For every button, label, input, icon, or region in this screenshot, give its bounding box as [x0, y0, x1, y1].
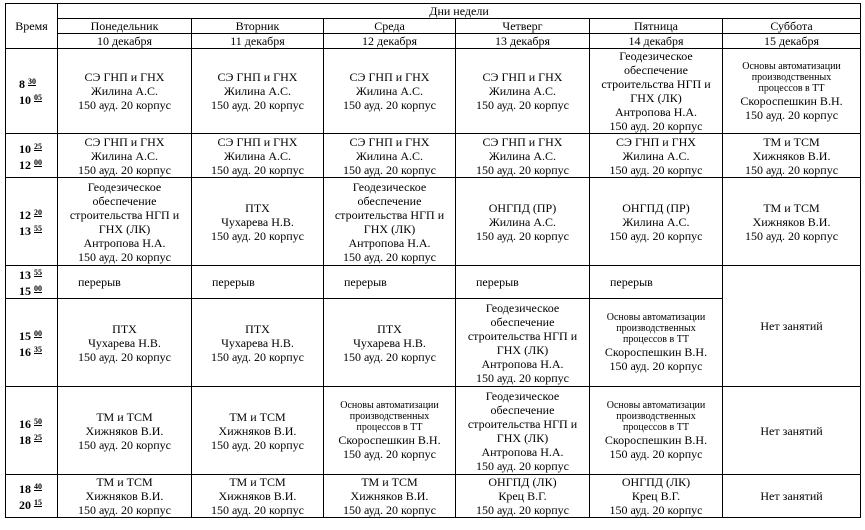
time-minutes: 25: [34, 432, 42, 442]
dates-row: [6, 34, 861, 49]
break-cell: перерыв: [324, 266, 456, 299]
day-names-row: [6, 19, 861, 34]
day-date: 10 декабря: [58, 34, 192, 49]
class-cell: ОНГПД (ЛК) Крец В.Г. 150 ауд. 20 корпус: [456, 475, 590, 518]
class-cell: Геодезическое обеспечение строительства НГП и ГНХ (ЛК) Антропова Н.А. 150 ауд. 20 корпус: [590, 49, 723, 134]
day-date: 15 декабря: [723, 34, 861, 49]
time-hour: 18: [19, 432, 31, 447]
class-cell: Основы автоматизации производственных процессов в ТТ Скороспешкин В.Н. 150 ауд. 20 корпус: [590, 387, 723, 475]
class-cell: СЭ ГНП и ГНХ Жилина А.С. 150 ауд. 20 корпус: [58, 134, 192, 178]
break-cell: перерыв: [456, 266, 590, 299]
class-cell: СЭ ГНП и ГНХ Жилина А.С. 150 ауд. 20 корпус: [324, 49, 456, 134]
class-cell: ПТХ Чухарева Н.В. 150 ауд. 20 корпус: [324, 299, 456, 387]
class-cell: Основы автоматизации производственных процессов в ТТ Скороспешкин В.Н. 150 ауд. 20 корпус: [324, 387, 456, 475]
break-cell: перерыв: [192, 266, 324, 299]
time-hour: 12: [19, 157, 31, 172]
class-cell: ТМ и ТСМ Хижняков В.И. 150 ауд. 20 корпус: [192, 475, 324, 518]
day-name: Суббота: [723, 19, 861, 34]
table-row: [6, 134, 861, 178]
time-minutes: 55: [34, 223, 42, 233]
class-cell: СЭ ГНП и ГНХ Жилина А.С. 150 ауд. 20 корпус: [192, 49, 324, 134]
class-cell: Геодезическое обеспечение строительства НГП и ГНХ (ЛК) Антропова Н.А. 150 ауд. 20 корпус: [324, 178, 456, 266]
class-cell: ПТХ Чухарева Н.В. 150 ауд. 20 корпус: [58, 299, 192, 387]
time-hour: 15: [19, 328, 31, 343]
class-cell: Геодезическое обеспечение строительства НГП и ГНХ (ЛК) Антропова Н.А. 150 ауд. 20 корпус: [456, 387, 590, 475]
day-name: Вторник: [192, 19, 324, 34]
day-date: 14 декабря: [590, 34, 723, 49]
class-cell: СЭ ГНП и ГНХ Жилина А.С. 150 ауд. 20 корпус: [58, 49, 192, 134]
class-cell: Основы автоматизации производственных процессов в ТТ Скороспешкин В.Н. 150 ауд. 20 корпус: [723, 49, 861, 134]
time-minutes: 40: [34, 482, 42, 491]
break-cell: перерыв: [58, 266, 192, 299]
day-date: 12 декабря: [324, 34, 456, 49]
class-cell: ТМ и ТСМ Хижняков В.И. 150 ауд. 20 корпус: [58, 475, 192, 518]
time-minutes: 25: [34, 141, 42, 151]
schedule-table: [5, 3, 861, 518]
table-row: [6, 178, 861, 266]
class-cell: ОНГПД (ПР) Жилина А.С. 150 ауд. 20 корпус: [590, 178, 723, 266]
time-hour: 13: [19, 268, 31, 282]
time-minutes: 00: [34, 157, 42, 167]
time-hour: 13: [19, 223, 31, 238]
class-cell: СЭ ГНП и ГНХ Жилина А.С. 150 ауд. 20 корпус: [324, 134, 456, 178]
time-hour: 16: [19, 344, 31, 359]
class-cell: ОНГПД (ЛК) Крец В.Г. 150 ауд. 20 корпус: [590, 475, 723, 518]
class-cell: Нет занятий: [723, 475, 861, 518]
time-slot: [6, 299, 58, 387]
days-of-week-header: Дни недели: [58, 4, 861, 19]
day-date: 11 декабря: [192, 34, 324, 49]
time-minutes: 00: [34, 284, 42, 293]
day-name: Среда: [324, 19, 456, 34]
table-row: [6, 475, 861, 518]
time-slot: [6, 266, 58, 299]
time-slot: [6, 178, 58, 266]
time-hour: 8: [19, 77, 25, 91]
table-row: [6, 49, 861, 134]
time-minutes: 15: [34, 498, 42, 507]
time-minutes: 35: [34, 344, 42, 354]
time-hour: 18: [19, 482, 31, 496]
day-date: 13 декабря: [456, 34, 590, 49]
time-hour: 16: [19, 416, 31, 431]
time-slot: [6, 134, 58, 178]
class-cell: СЭ ГНП и ГНХ Жилина А.С. 150 ауд. 20 корпус: [590, 134, 723, 178]
class-cell: ТМ и ТСМ Хижняков В.И. 150 ауд. 20 корпус: [58, 387, 192, 475]
table-row: [6, 266, 861, 299]
class-cell: ТМ и ТСМ Хижняков В.И. 150 ауд. 20 корпус: [723, 178, 861, 266]
time-minutes: 30: [28, 77, 36, 86]
time-minutes: 55: [34, 268, 42, 277]
time-slot: [6, 49, 58, 134]
class-cell: Нет занятий: [723, 387, 861, 475]
no-classes-cell: Нет занятий: [723, 266, 861, 387]
class-cell: СЭ ГНП и ГНХ Жилина А.С. 150 ауд. 20 корпус: [456, 134, 590, 178]
time-header: Время: [6, 4, 58, 49]
class-cell: ТМ и ТСМ Хижняков В.И. 150 ауд. 20 корпус: [723, 134, 861, 178]
class-cell: ТМ и ТСМ Хижняков В.И. 150 ауд. 20 корпус: [324, 475, 456, 518]
time-minutes: 50: [34, 416, 42, 426]
class-cell: Основы автоматизации производственных процессов в ТТ Скороспешкин В.Н. 150 ауд. 20 корпус: [590, 299, 723, 387]
time-hour: 15: [19, 284, 31, 298]
class-cell: ПТХ Чухарева Н.В. 150 ауд. 20 корпус: [192, 178, 324, 266]
class-cell: ПТХ Чухарева Н.В. 150 ауд. 20 корпус: [192, 299, 324, 387]
time-hour: 10: [19, 93, 31, 107]
class-cell: ТМ и ТСМ Хижняков В.И. 150 ауд. 20 корпус: [192, 387, 324, 475]
time-hour: 12: [19, 207, 31, 222]
day-name: Понедельник: [58, 19, 192, 34]
class-cell: Геодезическое обеспечение строительства НГП и ГНХ (ЛК) Антропова Н.А. 150 ауд. 20 корпус: [456, 299, 590, 387]
day-name: Четверг: [456, 19, 590, 34]
class-cell: Геодезическое обеспечение строительства НГП и ГНХ (ЛК) Антропова Н.А. 150 ауд. 20 корпус: [58, 178, 192, 266]
break-cell: перерыв: [590, 266, 723, 299]
time-hour: 20: [19, 498, 31, 512]
time-slot: [6, 387, 58, 475]
day-name: Пятница: [590, 19, 723, 34]
class-cell: СЭ ГНП и ГНХ Жилина А.С. 150 ауд. 20 корпус: [192, 134, 324, 178]
class-cell: ОНГПД (ПР) Жилина А.С. 150 ауд. 20 корпус: [456, 178, 590, 266]
table-row: [6, 387, 861, 475]
class-cell: СЭ ГНП и ГНХ Жилина А.С. 150 ауд. 20 корпус: [456, 49, 590, 134]
time-hour: 10: [19, 141, 31, 156]
time-minutes: 20: [34, 207, 42, 217]
time-minutes: 00: [34, 328, 42, 338]
time-slot: [6, 475, 58, 518]
time-minutes: 05: [34, 93, 42, 102]
